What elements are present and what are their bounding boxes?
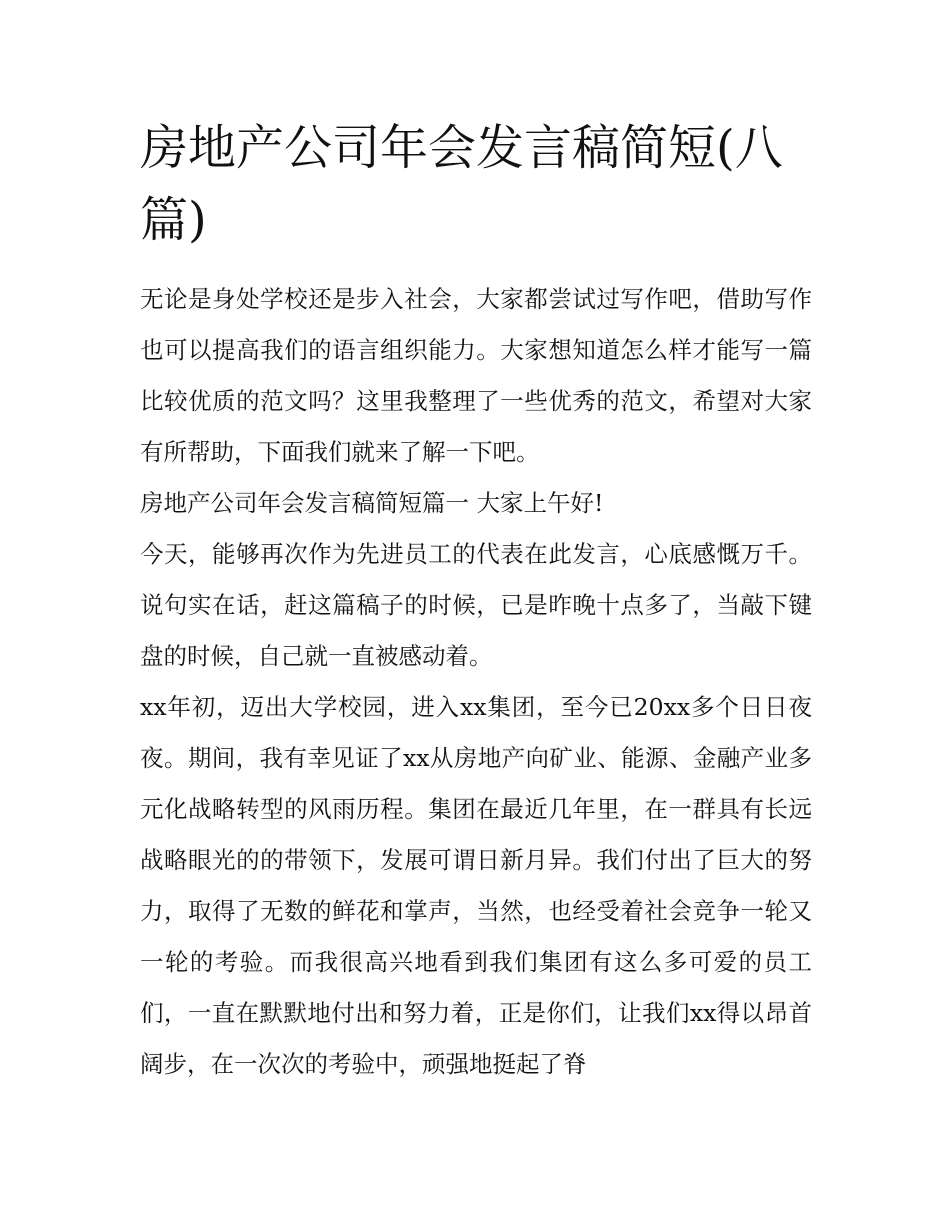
document-page <box>140 112 812 1090</box>
body-paragraph-1: 今天，能够再次作为先进员工的代表在此发言，心底感慨万千。说句实在话，赶这篇稿子的时候，已是昨晚十点多了，当敲下键盘的时候，自己就一直被感动着。 <box>140 540 812 670</box>
intro-paragraph: 无论是身处学校还是步入社会，大家都尝试过写作吧，借助写作也可以提高我们的语言组织能力。大家想知道怎么样才能写一篇比较优质的范文吗？这里我整理了一些优秀的范文，希望对大家有所帮助，下面我们就来了解一下吧。 <box>140 285 812 466</box>
document-title: 房地产公司年会发言稿简短(八篇) <box>140 120 783 248</box>
section-heading-paragraph: 房地产公司年会发言稿简短篇一 大家上午好! <box>140 489 604 517</box>
body-paragraph-2: xx年初，迈出大学校园，进入xx集团，至今已20xx多个日日夜夜。期间，我有幸见证了xx从房地产向矿业、能源、金融产业多元化战略转型的风雨历程。集团在最近几年里，在一群具有长远战略眼光的的带领下，发展可谓日新月异。我们付出了巨大的努力，取得了无数的鲜花和掌声，当然，也经受着社会竞争一轮又一轮的考验。而我很高兴地看到我们集团有这么多可爱的员工们，一直在默默地付出和努力着，正是你们，让我们xx得以昂首阔步，在一次次的考验中，顽强地挺起了脊 <box>140 693 812 1078</box>
